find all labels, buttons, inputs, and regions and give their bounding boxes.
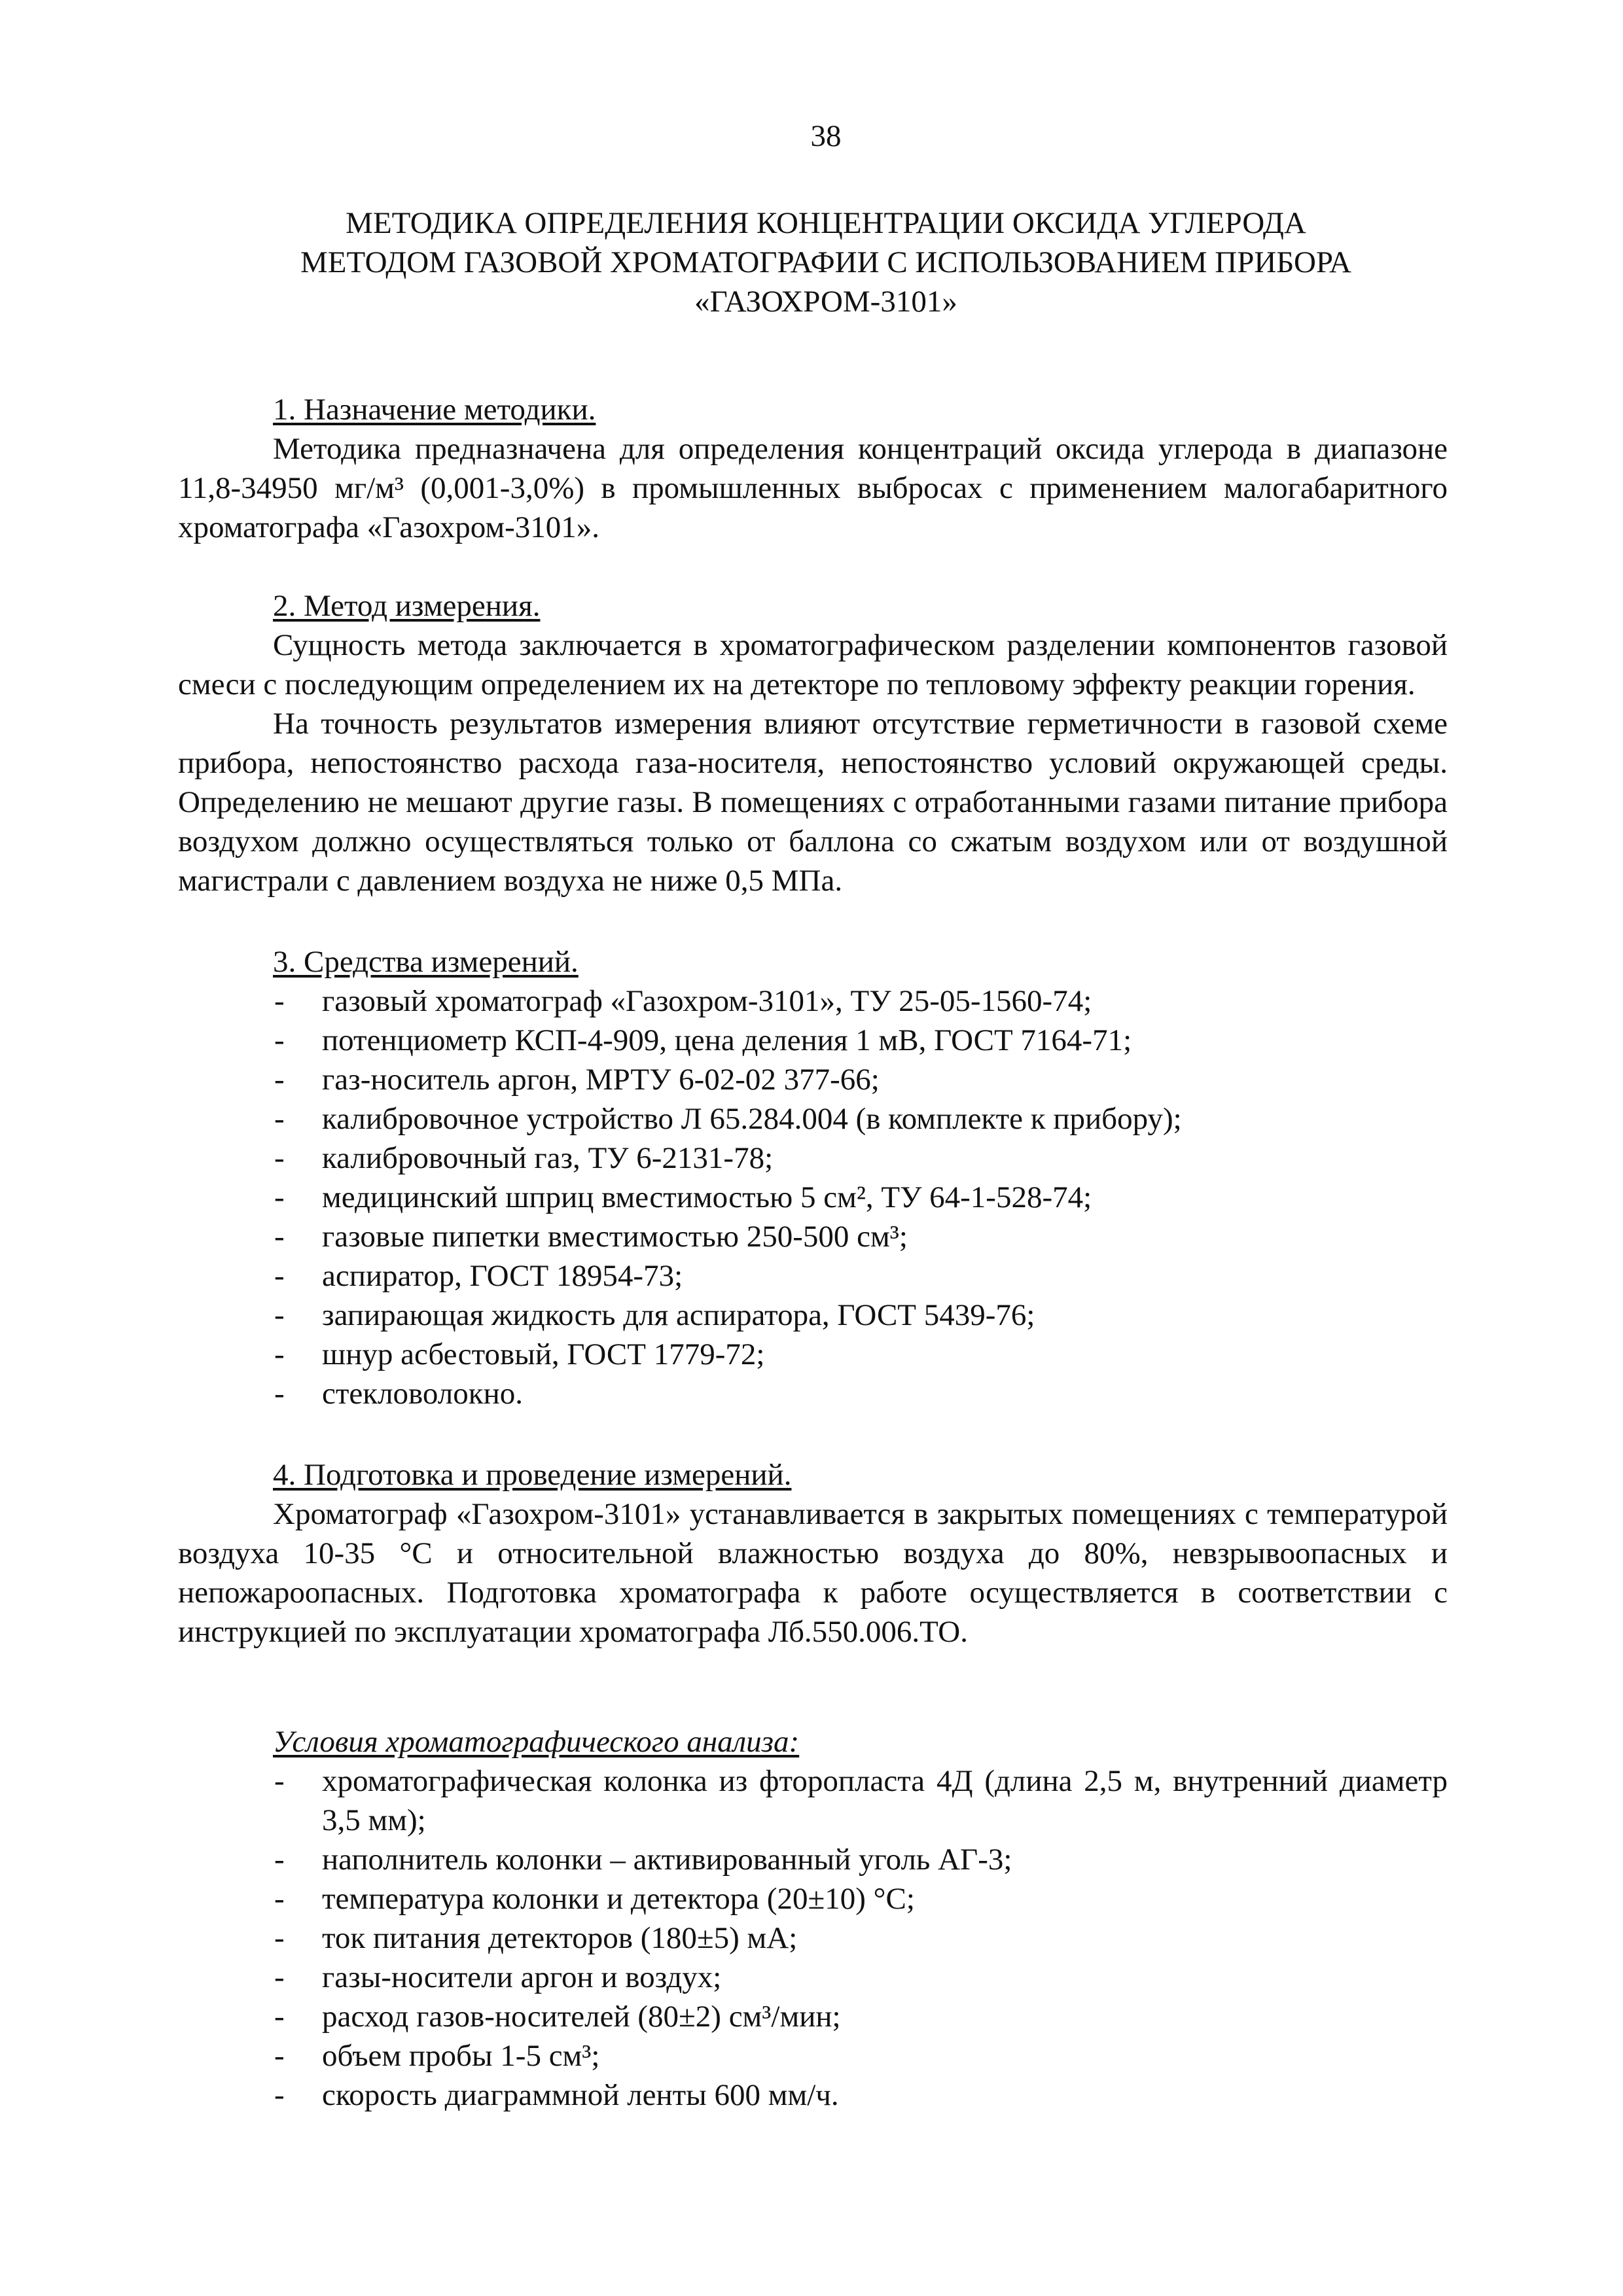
list-item: - аспиратор, ГОСТ 18954-73; bbox=[274, 1259, 683, 1293]
list-item: - скорость диаграммной ленты 600 мм/ч. bbox=[274, 2078, 839, 2112]
section-4-paragraph: Хроматограф «Газохром-3101» устанавливается в закрытых помещениях с температурой воздуха 10-35 °С и относительной влажностью воздуха до 80%, невзрывоопасных и непожароопасных. Подготовка хроматографа к работе осуществляется в соответствии с инструкцией по эксплуатации хроматографа Лб.550.006.ТО. bbox=[178, 1497, 1448, 1649]
title-line-3: «ГАЗОХРОМ-3101» bbox=[694, 285, 957, 319]
list-item: - газовые пипетки вместимостью 250-500 см³; bbox=[274, 1220, 908, 1254]
section-1-heading bbox=[178, 390, 1448, 429]
spacer bbox=[178, 1413, 1448, 1455]
instruments-list bbox=[178, 981, 1448, 1413]
list-item: - газы-носители аргон и воздух; bbox=[274, 1960, 722, 1994]
title-line-2: МЕТОДОМ ГАЗОВОЙ ХРОМАТОГРАФИИ С ИСПОЛЬЗОВАНИЕМ ПРИБОРА bbox=[300, 245, 1351, 279]
section-1-paragraph: Методика предназначена для определения концентраций оксида углерода в диапазоне 11,8-34950 мг/м³ (0,001-3,0%) в промышленных выбросах с применением малогабаритного хроматографа «Газохром-3101». bbox=[178, 432, 1448, 544]
list-item: - газовый хроматограф «Газохром-3101», ТУ 25-05-1560-74; bbox=[274, 984, 1092, 1018]
section-2-heading-text: 2. Метод измерения. bbox=[273, 589, 541, 623]
list-item: - газ-носитель аргон, МРТУ 6-02-02 377-66; bbox=[274, 1063, 880, 1097]
conditions-heading-text: Условия хроматографического анализа: bbox=[273, 1725, 800, 1759]
text-area bbox=[178, 115, 1448, 2115]
list-item: - наполнитель колонки – активированный уголь АГ-3; bbox=[274, 1843, 1012, 1877]
section-2-paragraph-2: На точность результатов измерения влияют отсутствие герметичности в газовой схеме прибора, непостоянство расхода газа-носителя, непостоянство условий окружающей среды. Определению не мешают другие газы. В помещениях с отработанными газами питание прибора воздухом должно осуществляться только от баллона со сжатым воздухом или от воздушной магистрали с давлением воздуха не ниже 0,5 МПа. bbox=[178, 707, 1448, 898]
list-item: - ток питания детекторов (180±5) мА; bbox=[274, 1921, 798, 1955]
spacer bbox=[178, 1651, 1448, 1722]
section-2-heading bbox=[178, 586, 1448, 626]
list-item: - стекловолокно. bbox=[274, 1377, 523, 1411]
section-3-heading-text: 3. Средства измерений. bbox=[273, 945, 579, 979]
list-item: - шнур асбестовый, ГОСТ 1779-72; bbox=[274, 1337, 765, 1371]
list-item: - объем пробы 1-5 см³; bbox=[274, 2039, 600, 2073]
list-item: - хроматографическая колонка из фторопласта 4Д (длина 2,5 м, внутренний диаметр 3,5 мм); bbox=[274, 1764, 1448, 1837]
list-item: - калибровочный газ, ТУ 6-2131-78; bbox=[274, 1141, 774, 1175]
list-item: - потенциометр КСП-4-909, цена деления 1 мВ, ГОСТ 7164-71; bbox=[274, 1023, 1132, 1057]
spacer bbox=[178, 547, 1448, 586]
conditions-heading bbox=[178, 1722, 1448, 1761]
title-line-1: МЕТОДИКА ОПРЕДЕЛЕНИЯ КОНЦЕНТРАЦИИ ОКСИДА УГЛЕРОДА bbox=[346, 206, 1306, 240]
section-2-paragraph-1: Сущность метода заключается в хроматографическом разделении компонентов газовой смеси с последующим определением их на детекторе по тепловому эффекту реакции горения. bbox=[178, 628, 1448, 701]
document-title bbox=[178, 203, 1448, 321]
conditions-list bbox=[178, 1761, 1448, 2115]
list-item: - медицинский шприц вместимостью 5 см², ТУ 64-1-528-74; bbox=[274, 1180, 1092, 1214]
page-number: 38 bbox=[810, 119, 842, 153]
section-4-heading bbox=[178, 1455, 1448, 1494]
section-4-heading-text: 4. Подготовка и проведение измерений. bbox=[273, 1458, 792, 1492]
spacer bbox=[178, 900, 1448, 942]
list-item: - расход газов-носителей (80±2) см³/мин; bbox=[274, 2000, 841, 2034]
list-item: - калибровочное устройство Л 65.284.004 (в комплекте к прибору); bbox=[274, 1102, 1182, 1136]
list-item: - температура колонки и детектора (20±10) °С; bbox=[274, 1882, 915, 1916]
list-item: - запирающая жидкость для аспиратора, ГОСТ 5439-76; bbox=[274, 1298, 1035, 1332]
section-1-heading-text: 1. Назначение методики. bbox=[273, 393, 596, 427]
section-3-heading bbox=[178, 942, 1448, 981]
